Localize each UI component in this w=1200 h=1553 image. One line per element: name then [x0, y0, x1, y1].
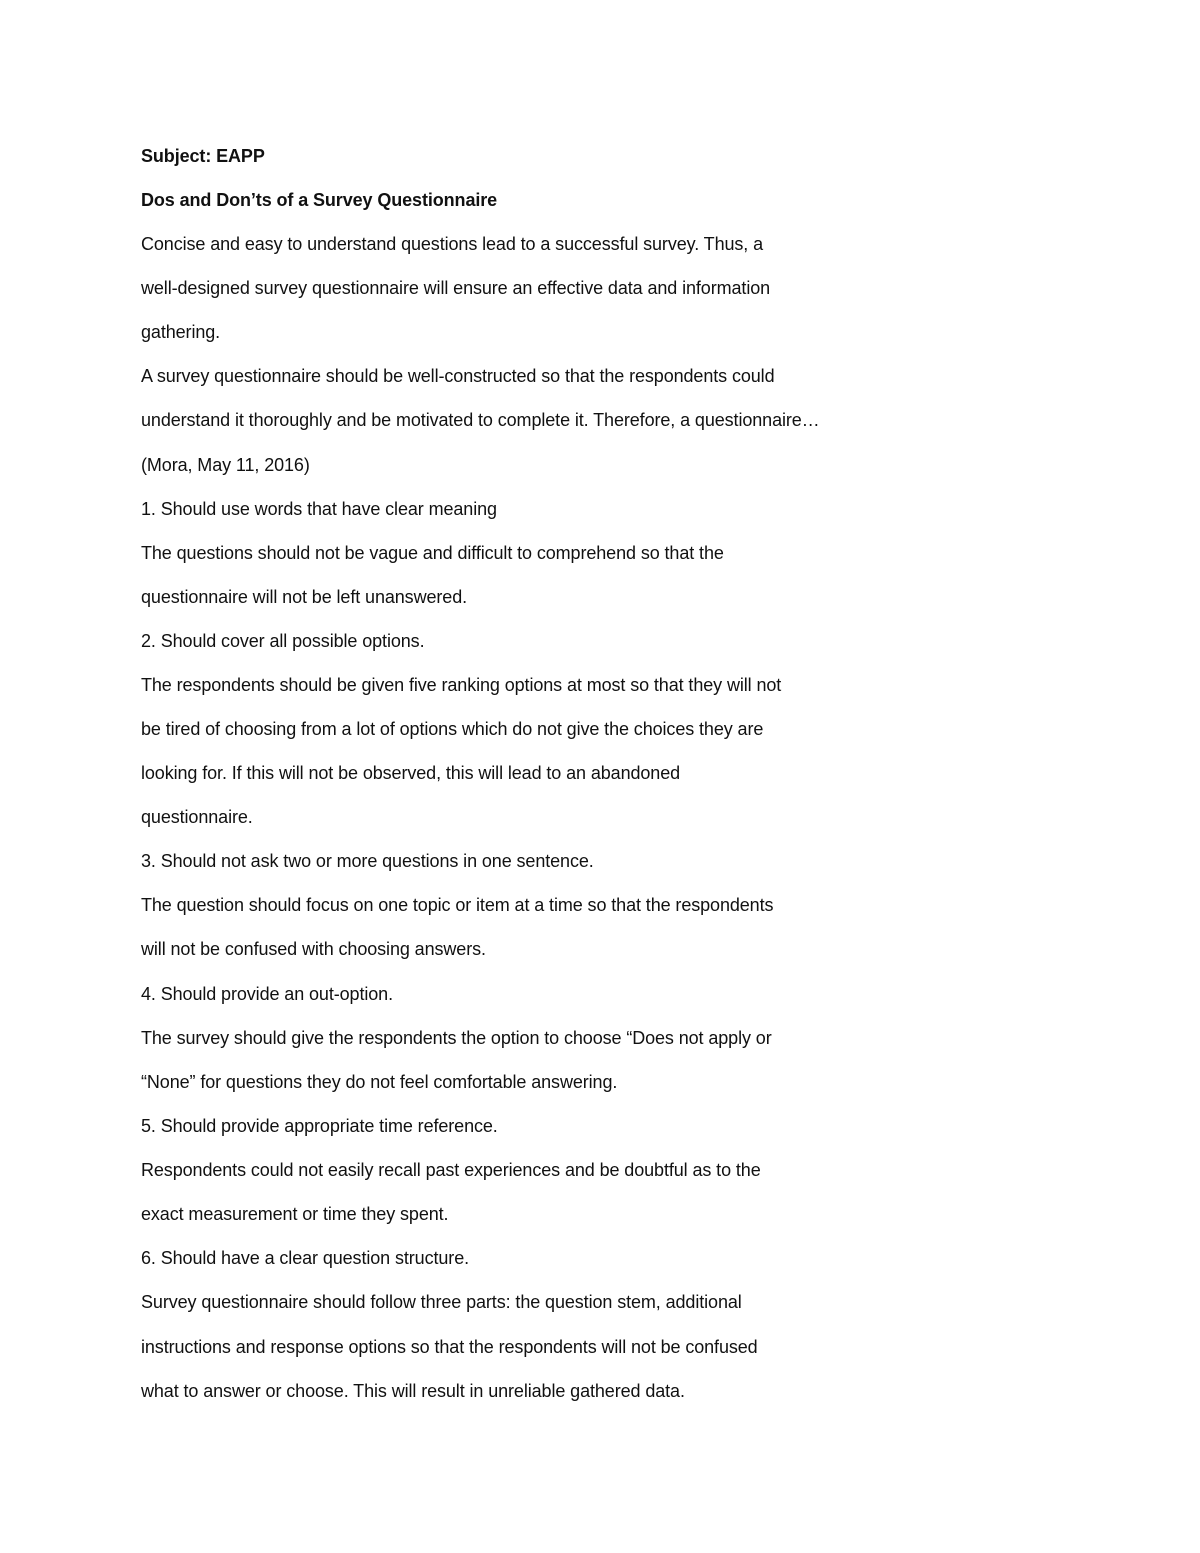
intro-line: Concise and easy to understand questions lead to a successful survey. Thus, a	[141, 234, 764, 254]
item-heading-1: 1. Should use words that have clear meaning	[141, 499, 497, 519]
item-heading-6: 6. Should have a clear question structure.	[141, 1248, 470, 1268]
item-body-line: exact measurement or time they spent.	[141, 1204, 449, 1224]
intro-line: A survey questionnaire should be well-constructed so that the respondents could	[141, 366, 775, 386]
item-heading-2: 2. Should cover all possible options.	[141, 631, 425, 651]
intro-line: understand it thoroughly and be motivated to complete it. Therefore, a questionnaire…	[141, 410, 820, 430]
item-body-line: questionnaire.	[141, 807, 253, 827]
item-body-line: “None” for questions they do not feel comfortable answering.	[141, 1072, 618, 1092]
item-body-line: questionnaire will not be left unanswered.	[141, 587, 468, 607]
subject-line: Subject: EAPP	[141, 146, 265, 166]
item-body-line: what to answer or choose. This will result in unreliable gathered data.	[141, 1381, 685, 1401]
item-body-line: looking for. If this will not be observed, this will lead to an abandoned	[141, 763, 681, 783]
item-heading-3: 3. Should not ask two or more questions in one sentence.	[141, 851, 594, 871]
intro-line: gathering.	[141, 322, 221, 342]
item-body-line: Respondents could not easily recall past experiences and be doubtful as to the	[141, 1160, 761, 1180]
item-body-line: The questions should not be vague and difficult to comprehend so that the	[141, 543, 724, 563]
item-body-line: be tired of choosing from a lot of options which do not give the choices they are	[141, 719, 764, 739]
item-body-line: The survey should give the respondents the option to choose “Does not apply or	[141, 1028, 772, 1048]
item-body-line: The respondents should be given five ranking options at most so that they will not	[141, 675, 782, 695]
item-body-line: The question should focus on one topic or item at a time so that the respondents	[141, 895, 774, 915]
item-body-line: will not be confused with choosing answers.	[141, 939, 486, 959]
citation: (Mora, May 11, 2016)	[141, 455, 310, 475]
item-body-line: instructions and response options so that the respondents will not be confused	[141, 1337, 758, 1357]
document-title: Dos and Don’ts of a Survey Questionnaire	[141, 190, 498, 210]
item-body-line: Survey questionnaire should follow three parts: the question stem, additional	[141, 1292, 742, 1312]
item-heading-5: 5. Should provide appropriate time reference.	[141, 1116, 498, 1136]
intro-line: well-designed survey questionnaire will ensure an effective data and information	[141, 278, 771, 298]
item-heading-4: 4. Should provide an out-option.	[141, 984, 393, 1004]
